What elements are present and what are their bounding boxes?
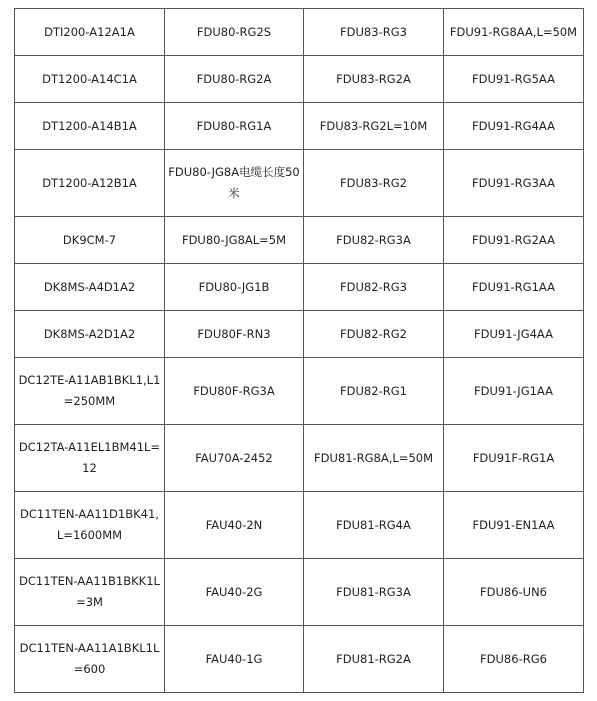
table-cell: FDU82-RG2 — [304, 311, 444, 358]
table-cell: FDU80-JG1B — [165, 264, 304, 311]
table-row — [15, 56, 584, 103]
table-cell: DK9CM-7 — [15, 217, 165, 264]
table-cell: FDU91-RG4AA — [444, 103, 584, 150]
table-cell: DC12TA-A11EL1BM41L=12 — [15, 425, 165, 492]
table-cell: FDU91-RG2AA — [444, 217, 584, 264]
table-cell: FDU83-RG2L=10M — [304, 103, 444, 150]
table-cell: DK8MS-A2D1A2 — [15, 311, 165, 358]
table-cell: FDU81-RG2A — [304, 626, 444, 693]
table-cell: FDU81-RG4A — [304, 492, 444, 559]
table-cell: FDU91F-RG1A — [444, 425, 584, 492]
table-cell: FDU83-RG3 — [304, 9, 444, 56]
table-cell: DC11TEN-AA11D1BK41,L=1600MM — [15, 492, 165, 559]
table-row — [15, 358, 584, 425]
table-cell: DT1200-A14C1A — [15, 56, 165, 103]
table-cell: DC11TEN-AA11A1BKL1L=600 — [15, 626, 165, 693]
table-cell: DC12TE-A11AB1BKL1,L1=250MM — [15, 358, 165, 425]
table-row — [15, 492, 584, 559]
table-row — [15, 150, 584, 217]
table-cell: FDU91-RG8AA,L=50M — [444, 9, 584, 56]
table-cell: FDU82-RG1 — [304, 358, 444, 425]
table-row — [15, 217, 584, 264]
table-cell: FDU83-RG2 — [304, 150, 444, 217]
table-cell: FDU80-JG8AL=5M — [165, 217, 304, 264]
table-row — [15, 103, 584, 150]
table-row — [15, 311, 584, 358]
table-cell: FDU83-RG2A — [304, 56, 444, 103]
table-cell: FAU40-2N — [165, 492, 304, 559]
table-cell: FDU82-RG3A — [304, 217, 444, 264]
table-cell: FDU91-JG4AA — [444, 311, 584, 358]
table-cell: FDU86-RG6 — [444, 626, 584, 693]
table-body — [15, 9, 584, 693]
table-row — [15, 626, 584, 693]
table-cell: FDU86-UN6 — [444, 559, 584, 626]
table-cell: FAU40-2G — [165, 559, 304, 626]
table-cell: FDU81-RG8A,L=50M — [304, 425, 444, 492]
table-cell: FAU40-1G — [165, 626, 304, 693]
table-cell: FDU91-RG5AA — [444, 56, 584, 103]
table-cell: FDU91-JG1AA — [444, 358, 584, 425]
table-cell: DT1200-A14B1A — [15, 103, 165, 150]
table-row — [15, 425, 584, 492]
table-cell: FDU80-RG2A — [165, 56, 304, 103]
table-cell: FAU70A-2452 — [165, 425, 304, 492]
table-row — [15, 264, 584, 311]
table-cell: FDU82-RG3 — [304, 264, 444, 311]
table-cell: FDU91-EN1AA — [444, 492, 584, 559]
table-cell: FDU80-RG1A — [165, 103, 304, 150]
table-cell: FDU80F-RG3A — [165, 358, 304, 425]
table-cell: FDU91-RG3AA — [444, 150, 584, 217]
part-number-table — [14, 8, 584, 693]
document-sheet — [14, 8, 583, 693]
table-cell: DT1200-A12B1A — [15, 150, 165, 217]
table-cell: DC11TEN-AA11B1BKK1L=3M — [15, 559, 165, 626]
table-cell: FDU91-RG1AA — [444, 264, 584, 311]
table-cell: FDU81-RG3A — [304, 559, 444, 626]
table-cell: FDU80-JG8A电缆长度50米 — [165, 150, 304, 217]
table-row — [15, 559, 584, 626]
table-cell: DTI200-A12A1A — [15, 9, 165, 56]
table-row — [15, 9, 584, 56]
table-cell: DK8MS-A4D1A2 — [15, 264, 165, 311]
table-cell: FDU80-RG2S — [165, 9, 304, 56]
table-cell: FDU80F-RN3 — [165, 311, 304, 358]
